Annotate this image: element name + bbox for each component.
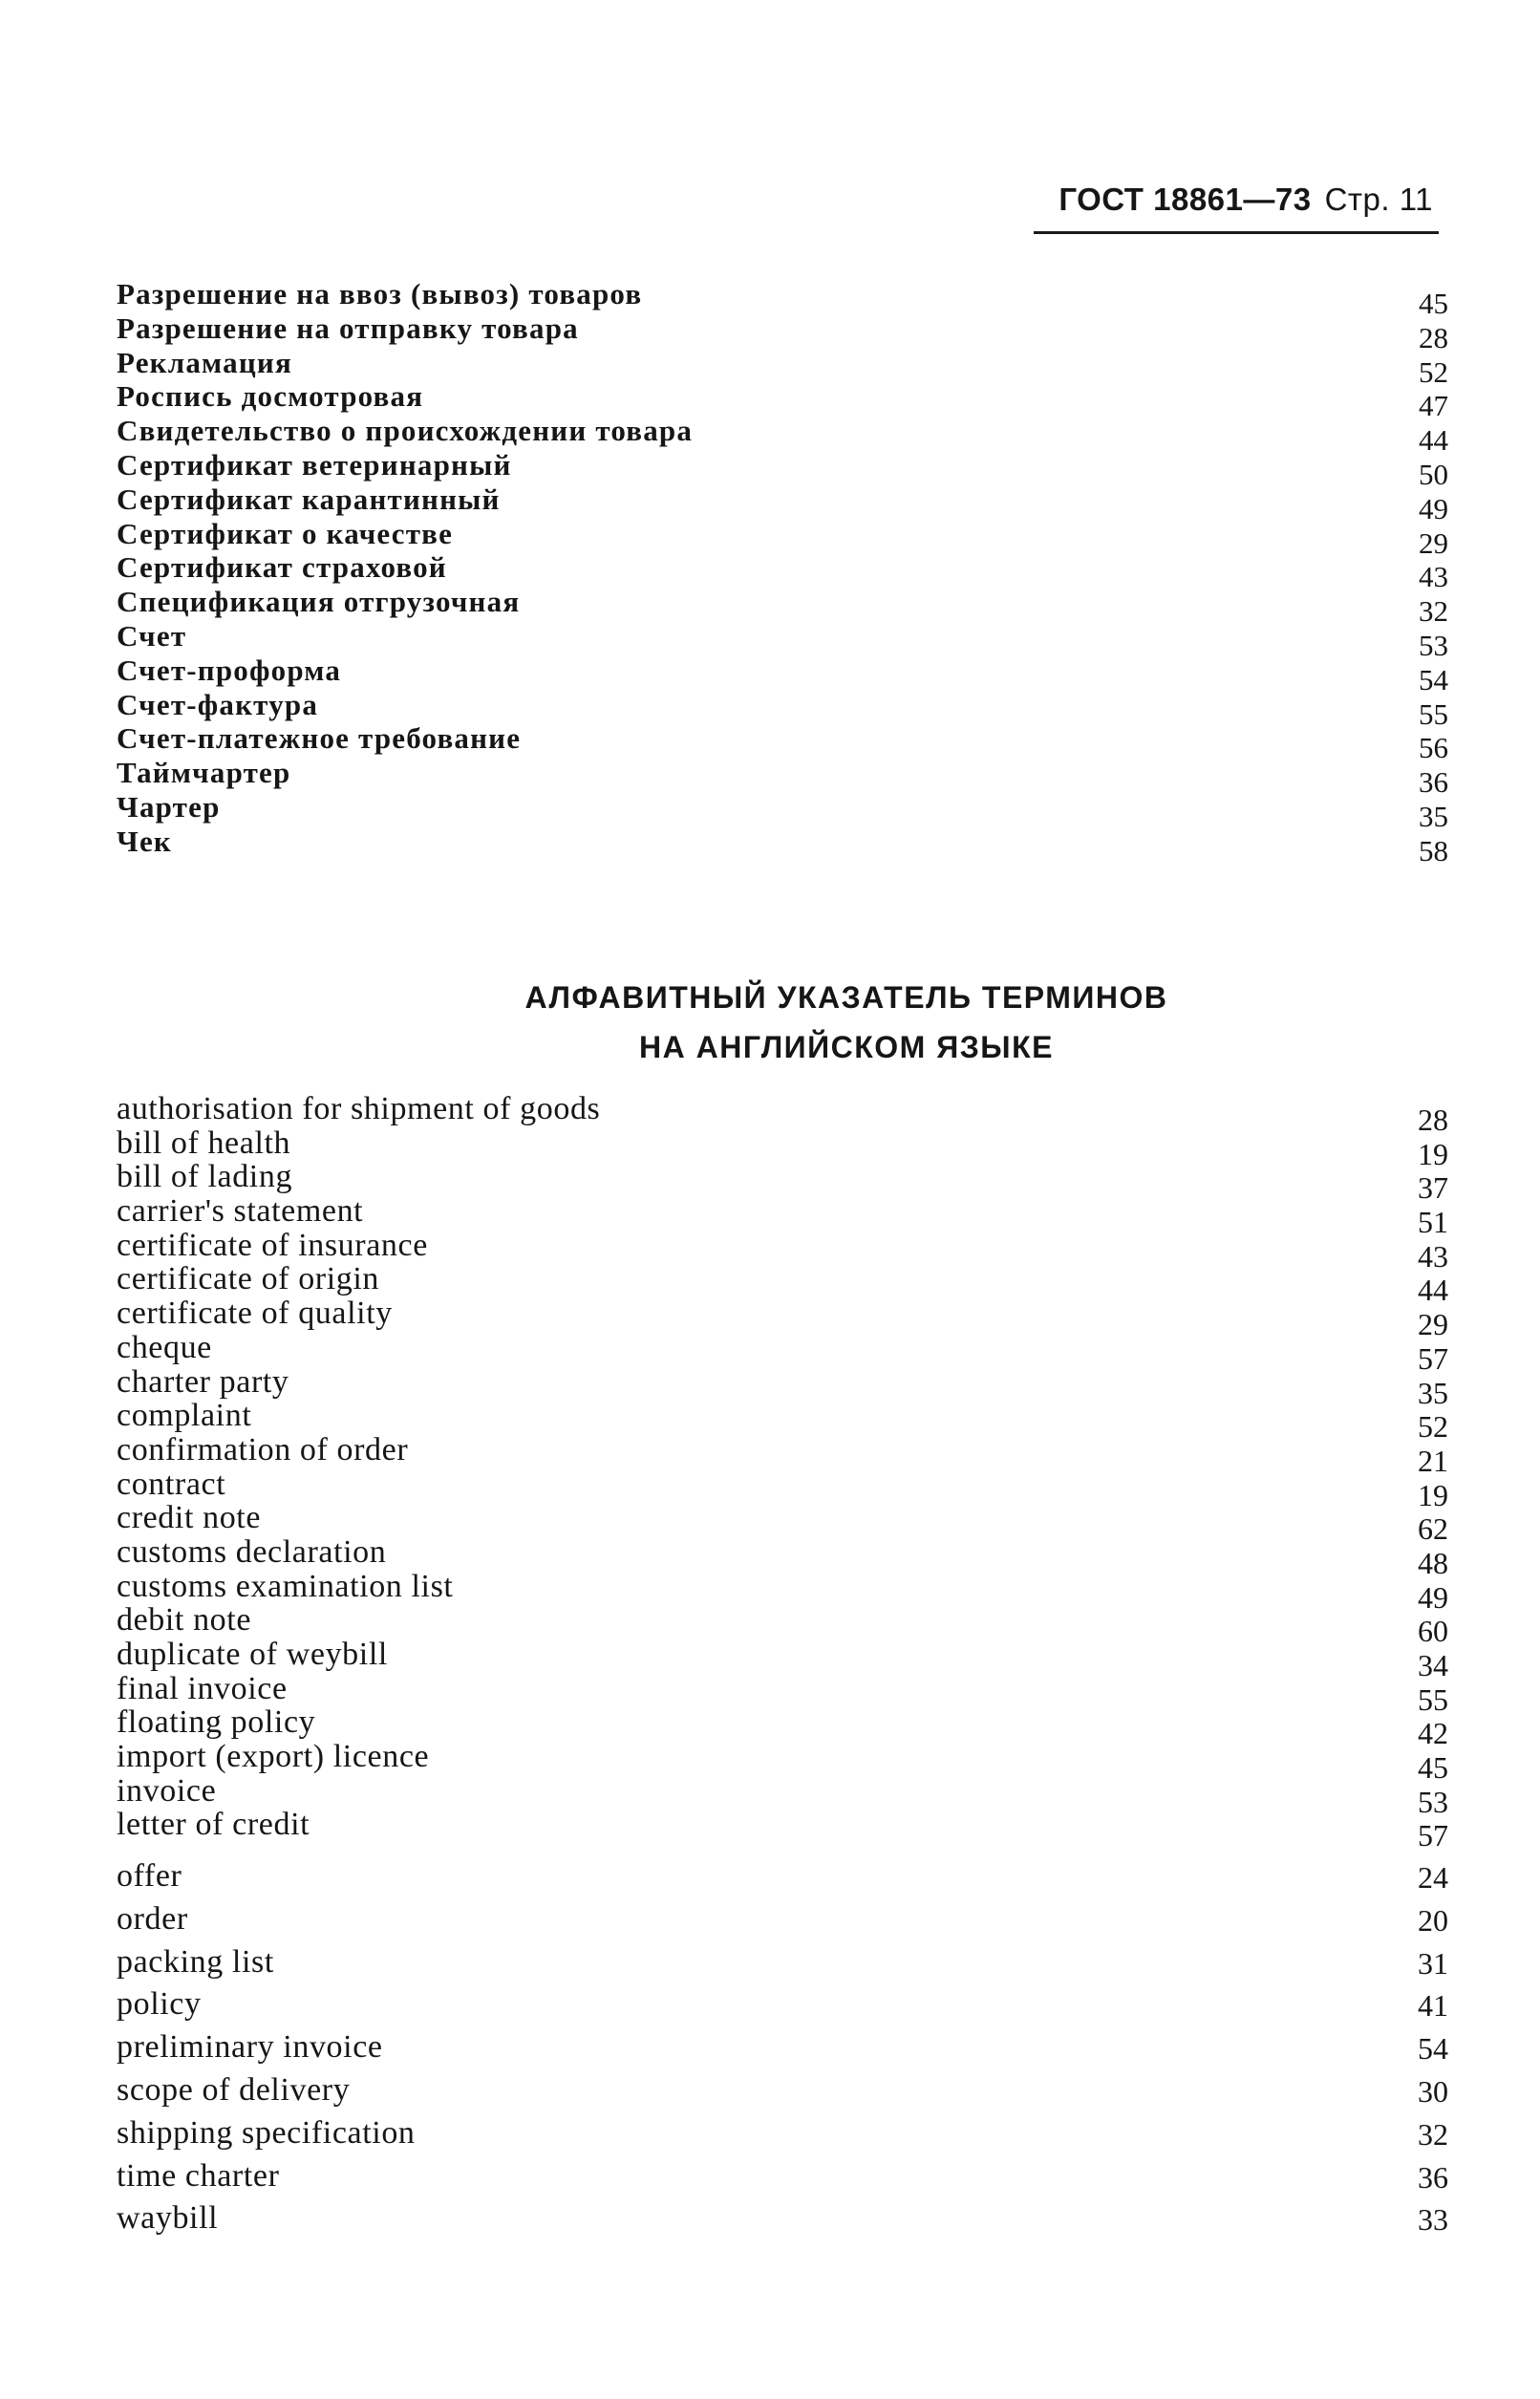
index-term: Сертификат страховой xyxy=(117,550,447,585)
index-page-number: 56 xyxy=(1419,731,1448,765)
index-entry xyxy=(117,1533,1448,1580)
index-page-number: 44 xyxy=(1419,423,1448,458)
index-entry xyxy=(117,1091,1448,1137)
index-page-number: 48 xyxy=(1418,1545,1448,1580)
index-page-number: 33 xyxy=(1418,2202,1448,2238)
index-entry xyxy=(117,617,1448,662)
index-term: carrier's statement xyxy=(117,1193,364,1230)
index-term: Сертификат ветеринарный xyxy=(117,447,512,482)
index-term: charter party xyxy=(117,1363,289,1400)
index-entry xyxy=(117,1637,1448,1682)
page-header xyxy=(1034,182,1439,234)
index-entry xyxy=(117,1500,1448,1547)
index-term: Счет-проформа xyxy=(117,653,342,687)
index-term: shipping specification xyxy=(117,2114,416,2151)
index-page-number: 36 xyxy=(1418,2159,1448,2195)
index-page-number: 29 xyxy=(1419,525,1448,560)
page-number: Стр. 11 xyxy=(1324,182,1433,217)
index-entry xyxy=(117,1704,1448,1751)
index-page-number: 31 xyxy=(1418,1945,1448,1981)
index-entry xyxy=(117,2072,1448,2115)
index-page-number: 28 xyxy=(1418,1103,1448,1137)
index-entry xyxy=(117,310,1448,354)
standard-number: ГОСТ 18861—73 xyxy=(1059,182,1312,217)
index-page-number: 49 xyxy=(1419,491,1448,525)
index-term: Спецификация отгрузочная xyxy=(117,585,521,619)
index-entry xyxy=(117,1602,1448,1649)
index-entry xyxy=(117,412,1448,458)
index-page-number: 57 xyxy=(1418,1340,1448,1376)
index-page-number: 44 xyxy=(1418,1273,1448,1308)
index-page-number: 19 xyxy=(1418,1136,1448,1171)
index-term: floating policy xyxy=(117,1704,316,1741)
index-term: Роспись досмотровая xyxy=(117,379,424,414)
index-entry xyxy=(117,481,1448,525)
index-term: certificate of insurance xyxy=(117,1227,428,1263)
index-term: customs declaration xyxy=(117,1533,387,1570)
index-entry xyxy=(117,446,1448,491)
index-entry xyxy=(117,1227,1448,1274)
header-text xyxy=(1059,182,1433,218)
index-term: time charter xyxy=(117,2157,280,2194)
index-term: contract xyxy=(117,1466,226,1502)
index-page-number: 52 xyxy=(1418,1409,1448,1445)
index-page-number: 52 xyxy=(1419,354,1448,389)
index-term: debit note xyxy=(117,1602,252,1639)
index-page-number: 28 xyxy=(1419,320,1448,354)
index-entry xyxy=(117,2158,1448,2201)
index-entry xyxy=(117,275,1448,320)
index-page-number: 21 xyxy=(1418,1443,1448,1478)
index-page-number: 53 xyxy=(1419,628,1448,662)
index-term: authorisation for shipment of goods xyxy=(117,1091,601,1126)
index-page-number: 54 xyxy=(1418,2031,1448,2067)
index-page-number: 45 xyxy=(1419,287,1448,320)
index-entry xyxy=(117,1739,1448,1786)
index-entry xyxy=(117,823,1448,867)
index-entry xyxy=(117,1986,1448,2029)
index-page-number: 34 xyxy=(1418,1648,1448,1682)
index-term: import (export) licence xyxy=(117,1739,430,1775)
index-page-number: 32 xyxy=(1419,594,1448,629)
index-page-number: 55 xyxy=(1419,696,1448,731)
index-page-number: 54 xyxy=(1419,662,1448,696)
index-term: bill of lading xyxy=(117,1159,293,1195)
index-term: certificate of origin xyxy=(117,1261,380,1297)
index-entry xyxy=(117,2029,1448,2072)
index-page-number: 47 xyxy=(1419,389,1448,423)
index-term: Счет-фактура xyxy=(117,687,319,721)
index-entry xyxy=(117,2115,1448,2158)
index-entry xyxy=(117,1159,1448,1206)
index-entry xyxy=(117,344,1448,389)
index-term: Разрешение на ввоз (вывоз) товаров xyxy=(117,277,643,311)
index-term: Счет-платежное требование xyxy=(117,721,522,756)
index-term: Счет xyxy=(117,618,187,653)
index-entry xyxy=(117,2200,1448,2243)
index-entry xyxy=(117,1568,1448,1615)
index-page-number: 30 xyxy=(1418,2073,1448,2109)
index-entry xyxy=(117,1193,1448,1240)
index-page-number: 35 xyxy=(1418,1375,1448,1410)
index-term: complaint xyxy=(117,1398,252,1434)
index-page-number: 45 xyxy=(1418,1750,1448,1786)
index-page-number: 24 xyxy=(1418,1860,1448,1895)
index-term: Сертификат о качестве xyxy=(117,516,454,550)
index-term: packing list xyxy=(117,1943,274,1980)
index-entry xyxy=(117,1901,1448,1944)
index-entry xyxy=(117,1329,1448,1376)
index-page-number: 37 xyxy=(1418,1170,1448,1206)
index-term: Таймчартер xyxy=(117,756,291,790)
index-entry xyxy=(117,1431,1448,1478)
english-term-index xyxy=(117,1091,1448,1853)
index-term: offer xyxy=(117,1858,182,1894)
index-term: certificate of quality xyxy=(117,1296,393,1332)
index-term: final invoice xyxy=(117,1670,288,1706)
index-term: cheque xyxy=(117,1329,212,1365)
index-entry xyxy=(117,1858,1448,1901)
index-entry xyxy=(117,515,1448,560)
index-page-number: 50 xyxy=(1419,457,1448,491)
index-page-number: 41 xyxy=(1418,1988,1448,2024)
russian-term-index xyxy=(117,275,1448,867)
index-page-number: 58 xyxy=(1419,833,1448,867)
section-title xyxy=(0,973,1540,1072)
index-term: invoice xyxy=(117,1772,217,1809)
index-entry xyxy=(117,686,1448,731)
english-term-index-continued xyxy=(117,1858,1448,2243)
index-term: confirmation of order xyxy=(117,1431,409,1467)
index-page-number: 29 xyxy=(1418,1307,1448,1342)
index-page-number: 42 xyxy=(1418,1716,1448,1751)
index-page-number: 55 xyxy=(1418,1681,1448,1717)
index-term: bill of health xyxy=(117,1125,291,1161)
index-term: order xyxy=(117,1900,188,1937)
index-entry xyxy=(117,652,1448,696)
index-entry xyxy=(117,1807,1448,1853)
index-entry xyxy=(117,1363,1448,1410)
index-entry xyxy=(117,1670,1448,1717)
index-entry xyxy=(117,377,1448,423)
index-entry xyxy=(117,1261,1448,1308)
index-term: Разрешение на отправку товара xyxy=(117,311,579,345)
index-term: credit note xyxy=(117,1500,262,1536)
index-term: letter of credit xyxy=(117,1807,310,1843)
index-page-number: 62 xyxy=(1418,1511,1448,1547)
index-term: waybill xyxy=(117,2200,219,2237)
index-page-number: 60 xyxy=(1418,1614,1448,1649)
index-entry xyxy=(117,719,1448,765)
index-term: scope of delivery xyxy=(117,2071,351,2108)
index-page-number: 43 xyxy=(1419,560,1448,594)
index-entry xyxy=(117,1296,1448,1342)
index-term: preliminary invoice xyxy=(117,2029,383,2066)
section-title-line-1: АЛФАВИТНЫЙ УКАЗАТЕЛЬ ТЕРМИНОВ xyxy=(524,980,1168,1015)
section-title-line-2: НА АНГЛИЙСКОМ ЯЗЫКЕ xyxy=(639,1030,1054,1064)
index-term: Сертификат карантинный xyxy=(117,482,501,516)
index-entry xyxy=(117,1398,1448,1445)
index-entry xyxy=(117,1772,1448,1819)
index-entry xyxy=(117,1944,1448,1987)
index-page-number: 20 xyxy=(1418,1902,1448,1938)
index-entry xyxy=(117,788,1448,833)
index-page-number: 57 xyxy=(1418,1818,1448,1853)
index-page-number: 43 xyxy=(1418,1238,1448,1274)
index-entry xyxy=(117,1125,1448,1171)
index-entry xyxy=(117,754,1448,800)
index-entry xyxy=(117,1466,1448,1512)
index-term: duplicate of weybill xyxy=(117,1637,388,1672)
index-term: Свидетельство о происхождении товара xyxy=(117,414,694,448)
index-entry xyxy=(117,583,1448,629)
index-page-number: 32 xyxy=(1418,2116,1448,2152)
index-entry xyxy=(117,548,1448,594)
index-page-number: 36 xyxy=(1419,765,1448,800)
index-page-number: 53 xyxy=(1418,1784,1448,1819)
index-term: Рекламация xyxy=(117,345,292,379)
index-page-number: 49 xyxy=(1418,1579,1448,1615)
index-term: Чартер xyxy=(117,789,221,824)
index-term: policy xyxy=(117,1986,202,2023)
index-term: Чек xyxy=(117,824,172,858)
index-page-number: 35 xyxy=(1419,799,1448,833)
index-page-number: 51 xyxy=(1418,1205,1448,1240)
index-term: customs examination list xyxy=(117,1568,454,1604)
index-page-number: 19 xyxy=(1418,1477,1448,1512)
